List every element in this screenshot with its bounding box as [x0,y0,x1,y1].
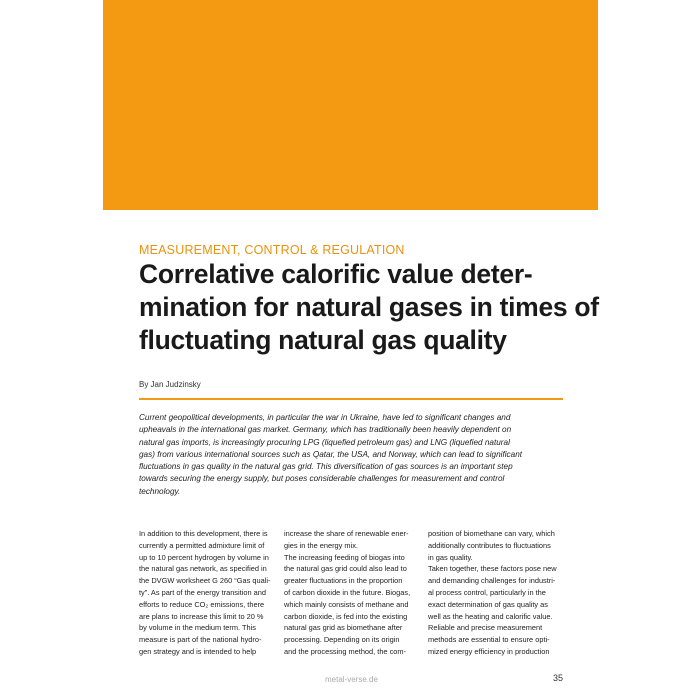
body-line: in gas quality. [428,552,473,562]
body-line: additionally contributes to fluctuations [428,540,551,550]
body-line: efforts to reduce CO₂ emissions, there [139,599,265,609]
abstract-line: technology. [139,486,181,496]
body-line: increase the share of renewable ener- [284,529,409,538]
footer-url: metal-verse.de [325,675,378,684]
divider-rule [139,398,563,400]
body-line: and demanding challenges for industri- [428,576,556,586]
body-column-1 [139,528,273,658]
body-line: which mainly consists of methane and [284,599,409,609]
body-line: mized energy efficiency in production [428,646,550,656]
body-line: Reliable and precise measurement [428,623,543,633]
abstract-line: towards securing the energy supply, but poses considerable challenges for measurement and control [139,474,505,484]
title-line: Correlative calorific value deter- [139,259,533,289]
body-line: The increasing feeding of biogas into [284,552,405,562]
body-line: ty”. As part of the energy transition and [139,587,266,597]
abstract-line: natural gas imports, is increasingly procuring LPG (liquefied petroleum gas) and LNG (liquefied natural [139,437,510,447]
body-line: the DVGW worksheet G 260 “Gas quali- [139,576,271,586]
abstract-line: upheavals in the international gas market. Germany, which has traditionally been heavily dependent on [139,425,512,435]
hero-image-block [103,0,598,210]
body-line: are plans to increase this limit to 20 % [139,611,264,621]
section-label: MEASUREMENT, CONTROL & REGULATION [139,243,405,257]
body-line: In addition to this development, there is [139,529,268,538]
body-line: position of biomethane can vary, which [428,529,555,538]
title-line: fluctuating natural gas quality [139,325,507,355]
body-line: exact determination of gas quality as [428,599,548,609]
body-line: the natural gas network, as specified in [139,564,267,574]
body-line: up to 10 percent hydrogen by volume in [139,552,269,562]
body-line: greater fluctuations in the proportion [284,576,403,586]
body-column-3 [428,528,562,658]
article-title [139,258,599,357]
body-line: methods are essential to ensure opti- [428,635,550,645]
body-column-2 [284,528,418,658]
abstract [139,412,563,498]
title-line: mination for natural gases in times of [139,292,599,322]
body-line: currently a permitted admixture limit of [139,540,265,550]
byline: By Jan Judzinsky [139,380,201,389]
body-line: well as the heating and calorific value. [428,611,553,621]
body-line: Taken together, these factors pose new [428,564,557,574]
body-line: gen strategy and is intended to help [139,646,257,656]
page-number: 35 [553,673,564,683]
body-line: the natural gas grid could also lead to [284,564,407,574]
body-line: al process control, particularly in the [428,587,546,597]
body-line: gies in the energy mix. [284,540,358,550]
body-line: by volume in the medium term. This [139,623,256,633]
body-line: and the processing method, the com- [284,646,407,656]
body-line: processing. Depending on its origin [284,635,400,645]
body-line: of carbon dioxide in the future. Biogas, [284,587,411,597]
abstract-line: Current geopolitical developments, in particular the war in Ukraine, have led to significant changes and [139,413,511,422]
body-line: natural gas grid as biomethane after [284,623,403,633]
body-line: carbon dioxide, is fed into the existing [284,611,408,621]
body-line: measure is part of the national hydro- [139,635,262,645]
abstract-line: fluctuations in gas quality in the natural gas grid. This diversification of gas sources is an important step [139,462,513,472]
abstract-line: gas) from various international sources such as Qatar, the USA, and Norway, which can lead to significant [139,449,523,459]
